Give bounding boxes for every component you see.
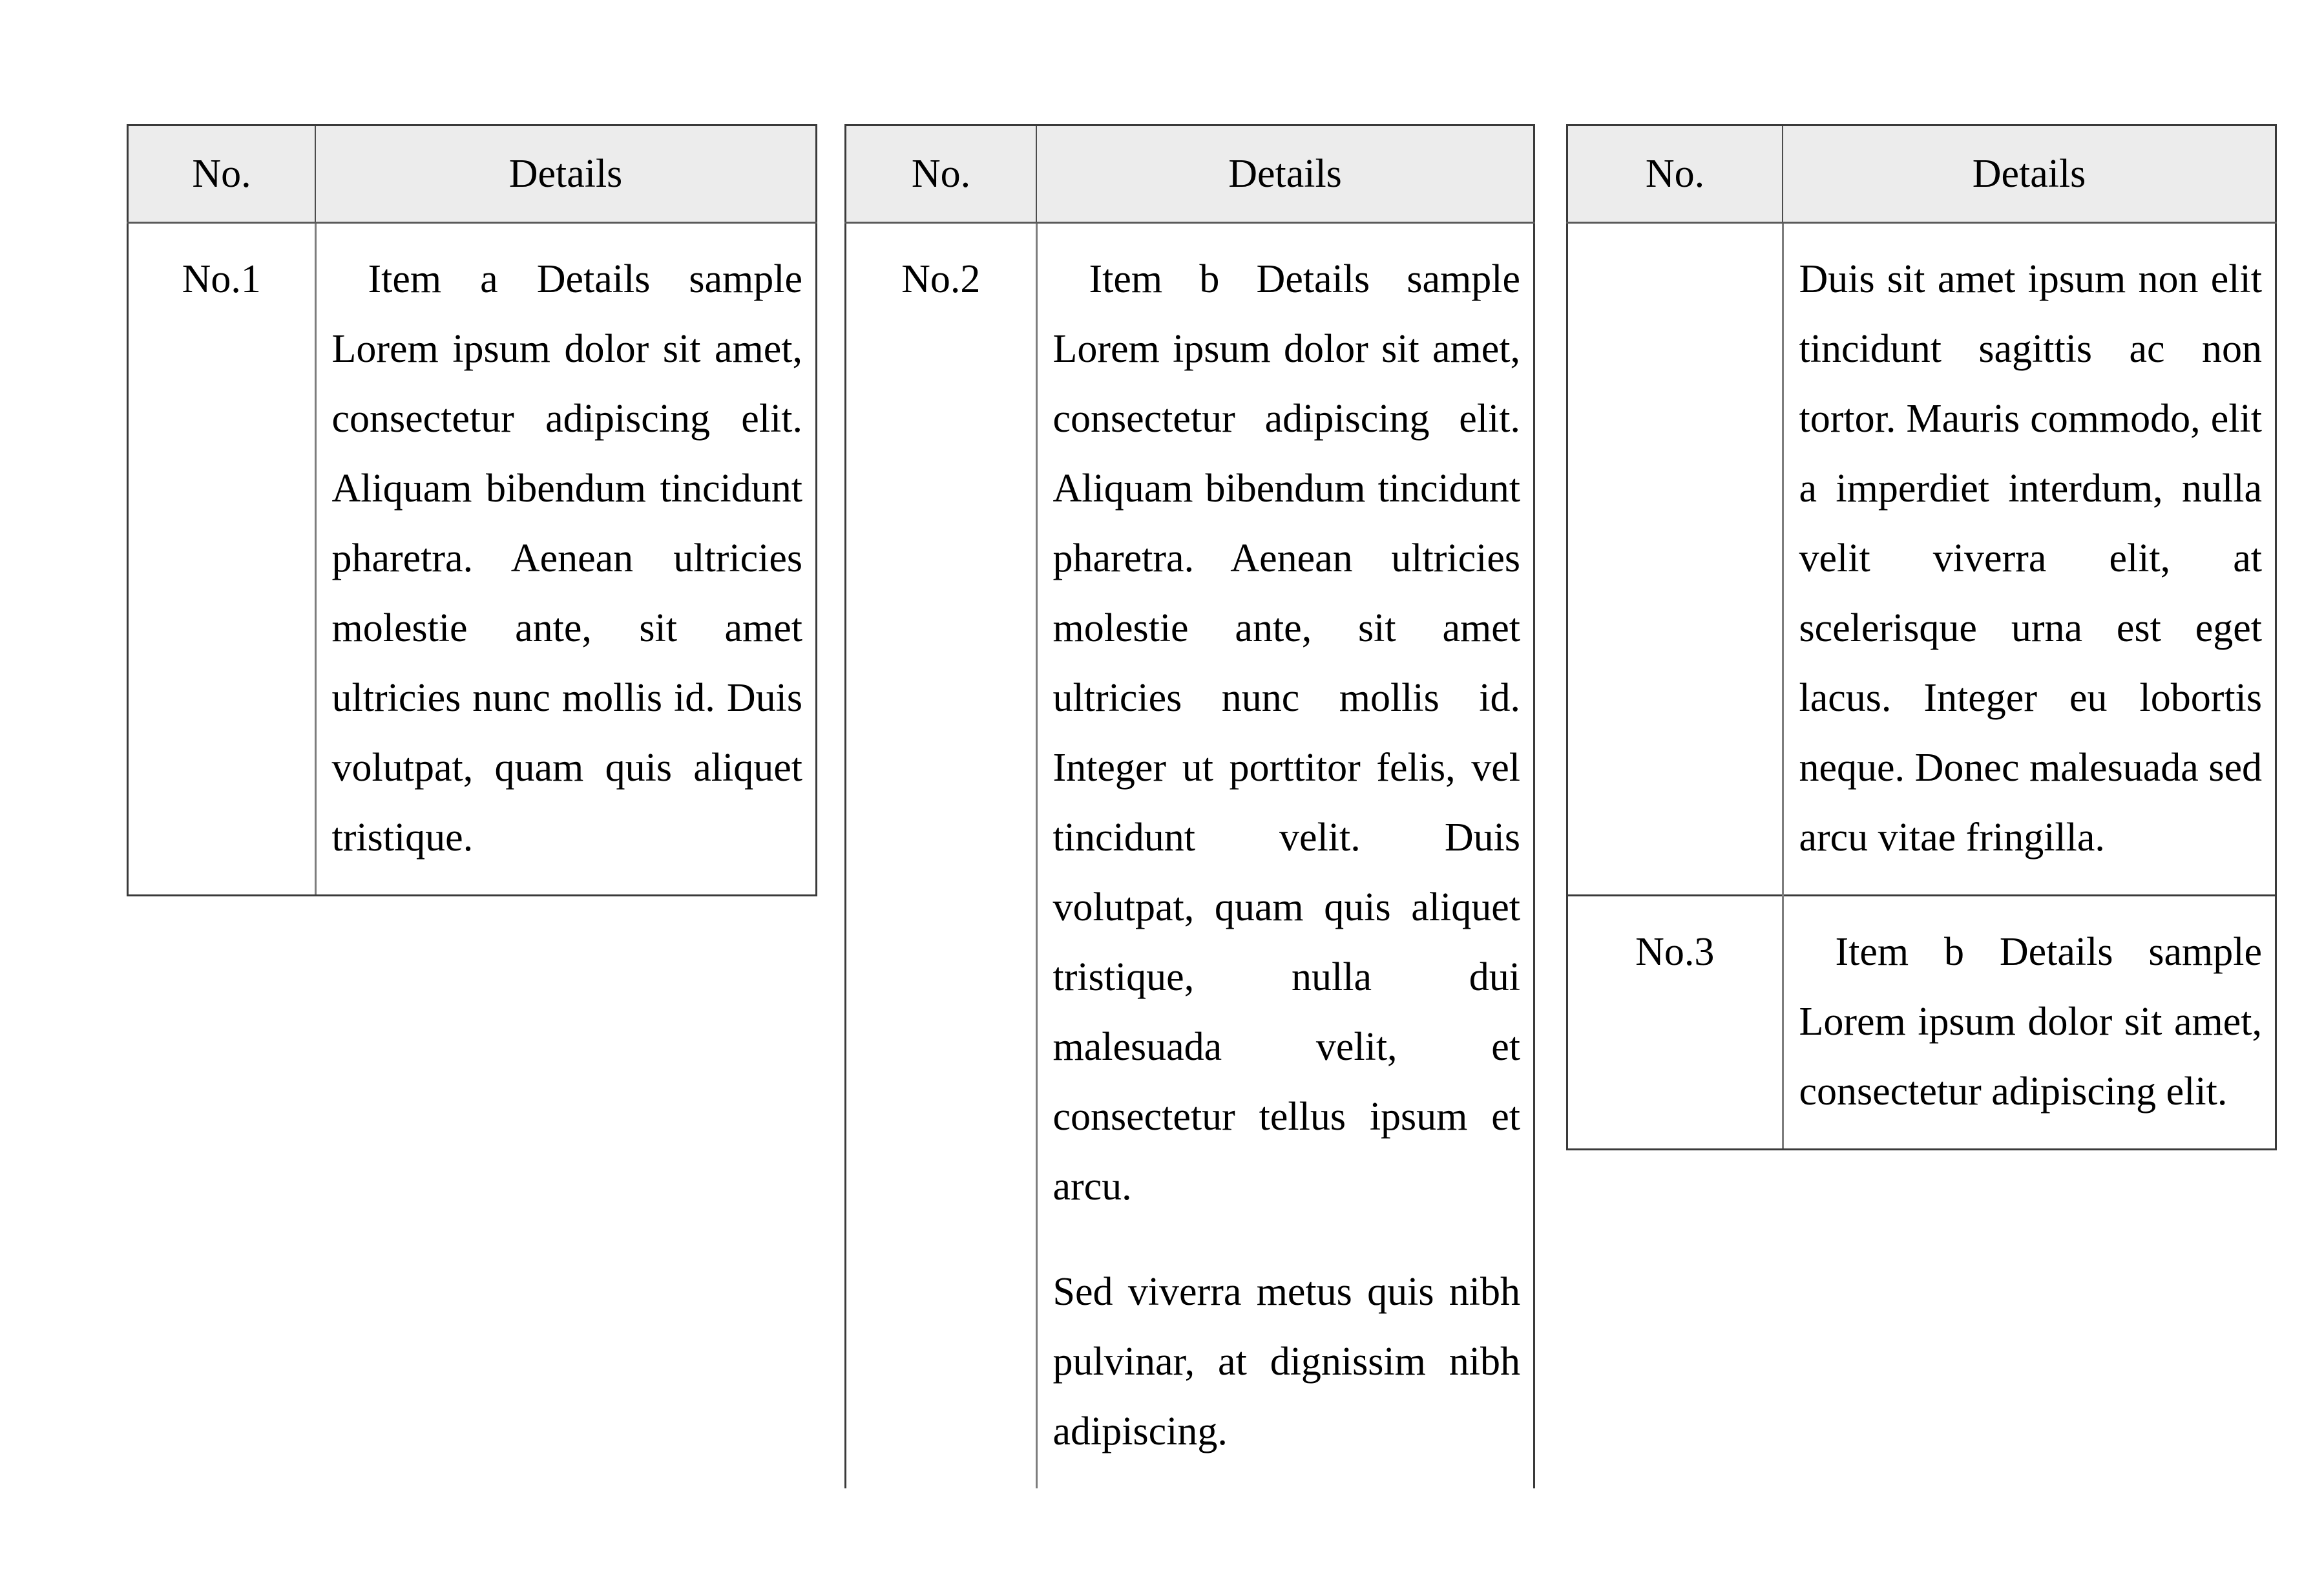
table-2-header	[846, 125, 1534, 223]
paragraph: Duis sit amet ipsum non elit tincidunt sagittis ac non tortor. Mauris commodo, elit a imperdiet interdum, nulla velit viverra elit, at scelerisque urna est eget lacus. Integer eu lobortis neque. Donec malesuada sed arcu vitae fringilla.	[1799, 257, 2262, 860]
table-2-header-row	[846, 125, 1534, 223]
table-3-header-row	[1567, 125, 2276, 223]
table-3-header-details: Details	[1783, 125, 2276, 223]
details-table-1	[127, 124, 817, 896]
table-2-body	[846, 223, 1534, 1489]
details-table-3	[1566, 124, 2277, 1150]
table-1-header	[128, 125, 817, 223]
table-2-row-0-details	[1036, 223, 1534, 1489]
table-3-row-0-details	[1783, 223, 2276, 896]
table-1-body	[128, 223, 817, 896]
table-1-row-0-no: No.1	[128, 223, 316, 896]
table-row	[1567, 896, 2276, 1150]
table-3-row-1-details	[1783, 896, 2276, 1150]
paragraph: Item b Details sample Lorem ipsum dolor sit amet, consectetur adipiscing elit.	[1799, 930, 2262, 1114]
table-row	[846, 223, 1534, 1489]
paragraph: Item a Details sample Lorem ipsum dolor sit amet, consectetur adipiscing elit. Aliquam bibendum tincidunt pharetra. Aenean ultricies molestie ante, sit amet ultricies nunc mollis id. Duis volutpat, quam quis aliquet tristique.	[331, 257, 802, 860]
table-3-header	[1567, 125, 2276, 223]
table-3-body	[1567, 223, 2276, 1150]
paragraph: Item b Details sample Lorem ipsum dolor sit amet, consectetur adipiscing elit. Aliquam bibendum tincidunt pharetra. Aenean ultricies molestie ante, sit amet ultricies nunc mollis id. Integer ut porttitor felis, vel tincidunt velit. Duis volutpat, quam quis aliquet tristique, nulla dui malesuada velit, et consectetur tellus ipsum et arcu.	[1052, 257, 1520, 1209]
table-1-row-0-details	[315, 223, 817, 896]
table-2-header-no: No.	[846, 125, 1037, 223]
table-row	[128, 223, 817, 896]
table-row	[1567, 223, 2276, 896]
table-1-header-row	[128, 125, 817, 223]
table-1-header-no: No.	[128, 125, 316, 223]
table-3-row-0-no	[1567, 223, 1783, 896]
table-3-row-1-no: No.3	[1567, 896, 1783, 1150]
table-3-header-no: No.	[1567, 125, 1783, 223]
table-2-header-details: Details	[1036, 125, 1534, 223]
paragraph: Sed viverra metus quis nibh pulvinar, at dignissim nibh adipiscing.	[1052, 1270, 1520, 1453]
details-table-2	[844, 124, 1535, 1488]
table-2-row-0-no: No.2	[846, 223, 1037, 1489]
table-1-header-details: Details	[315, 125, 817, 223]
